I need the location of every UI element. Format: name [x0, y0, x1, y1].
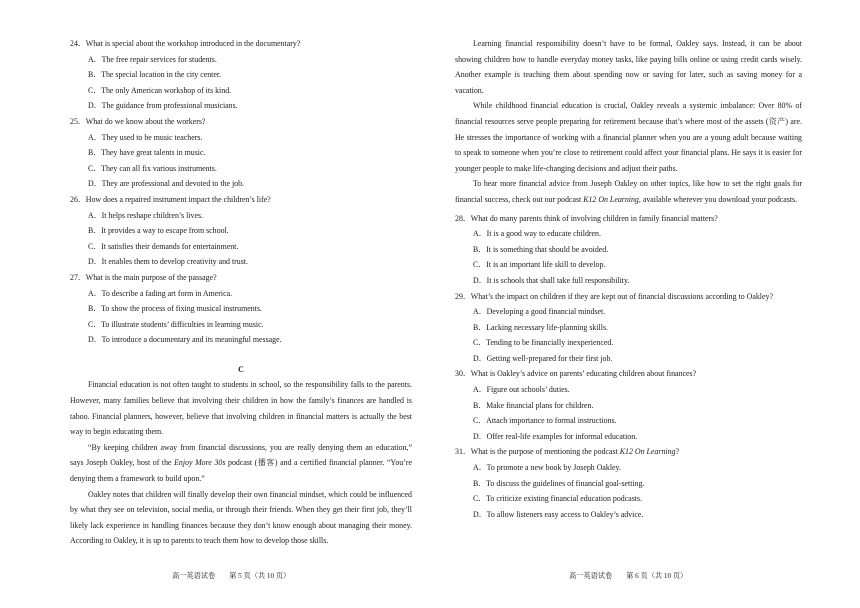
passage-paragraph-5: While childhood financial education is crucial, Oakley reveals a systemic imbalance: Over 80% of financial resources serve people preparing for retirement because that’s where most of the assets (资产) are. He stresses the importance of working with a financial planner when you are a young adult because waiting to speak to someone when you’re close to retirement could affect your financial plans. He says it is easier for younger people to make life-changing decisions and adjust their paths.	[455, 101, 802, 173]
option-b: B．It provides a way to escape from school.	[88, 226, 229, 236]
option-c: C．To criticize existing financial education podcasts.	[473, 494, 643, 504]
question-stem	[455, 444, 802, 460]
passage-paragraph-3: Oakley notes that children will finally develop their own financial mindset, which could be influenced by what they see on television, social media, or through their friends. When they get their first job, they’ll likely lack experience in handling finances because they don’t know enough about managing their money. According to Oakley, it is up to parents to teach them how to develop those skills.	[70, 489, 412, 546]
option-d: D．To introduce a documentary and its meaningful message.	[88, 335, 282, 345]
option-c: C．Tending to be financially inexperienced.	[473, 338, 614, 348]
footer-page-number: 第 5 页（共 10 页）	[229, 572, 291, 580]
option-d: D．They are professional and devoted to the job.	[88, 179, 245, 189]
stem-text: ?	[675, 447, 679, 457]
passage-paragraph-2	[70, 440, 412, 487]
question-25	[70, 114, 412, 192]
footer-exam-title: 高一英语试卷	[172, 572, 216, 580]
option-b: B．To show the process of fixing musical instruments.	[88, 304, 262, 314]
option-d: D．Getting well-prepared for their first job.	[473, 353, 613, 363]
option-d: D．The guidance from professional musicians.	[88, 101, 238, 111]
option-a: A．To promote a new book by Joseph Oakley.	[473, 463, 621, 473]
question-stem: 24．What is special about the workshop introduced in the documentary?	[70, 39, 301, 48]
option-a: A．It is a good way to educate children.	[473, 229, 601, 239]
option-a: A．Figure out schools’ duties.	[473, 385, 570, 395]
right-page	[455, 0, 802, 608]
question-stem: 25．What do we know about the workers?	[70, 116, 206, 126]
podcast-title: K12 On Learning	[619, 447, 676, 457]
question-stem: 30．What is Oakley’s advice on parents’ educating children about finances?	[455, 369, 697, 379]
left-page-content	[70, 36, 412, 549]
option-c: C．It satisfies their demands for entertainment.	[88, 241, 239, 251]
option-c: C．Attach importance to formal instructions.	[473, 416, 617, 426]
section-heading-c: C	[238, 364, 244, 374]
option-d: D．It enables them to develop creativity and trust.	[88, 257, 248, 267]
option-b: B．It is something that should be avoided.	[473, 244, 609, 254]
right-page-content	[455, 36, 802, 522]
footer-page-number: 第 6 页（共 10 页）	[626, 572, 688, 580]
option-a: A．The free repair services for students.	[88, 54, 217, 64]
question-stem: 26．How does a repaired instrument impact the children’s life?	[70, 194, 271, 204]
podcast-title: K12 On Learning	[583, 194, 639, 204]
option-d: D．It is schools that shall take full responsibility.	[473, 275, 630, 285]
left-page	[70, 0, 412, 608]
question-29	[455, 289, 802, 367]
option-b: B．They have great talents in music.	[88, 148, 206, 158]
option-c: C．They can all fix various instruments.	[88, 163, 217, 173]
page-footer	[172, 570, 290, 582]
passage-paragraph-4: Learning financial responsibility doesn’t have to be formal, Oakley says. Instead, it can be about showing children how to handle everyday money tasks, like paying bills online or using credit cards wisely. Another example is teaching them about spending now or saving for later, such as saving money for a vacation.	[455, 39, 802, 95]
option-a: A．It helps reshape children’s lives.	[88, 210, 204, 220]
paragraph-text: podcast (播客) and a certified financial planner. “You’re denying them a framework to build upon.”	[70, 458, 412, 484]
paragraph-text: , available wherever you download your podcasts.	[638, 194, 798, 204]
question-stem: 28．What do many parents think of involving children in family financial matters?	[455, 213, 718, 223]
podcast-title: Enjoy More 30s	[174, 458, 226, 468]
option-c: C．The only American workshop of its kind.	[88, 85, 232, 95]
question-27	[70, 270, 412, 348]
question-30	[455, 366, 802, 444]
option-a: A．To describe a fading art form in America.	[88, 288, 233, 298]
option-d: D．Offer real-life examples for informal education.	[473, 431, 638, 441]
stem-text: 31．What is the purpose of mentioning the podcast	[455, 447, 620, 457]
question-stem: 27．What is the main purpose of the passage?	[70, 272, 217, 282]
passage-paragraph-1: Financial education is not often taught to students in school, so the responsibility falls to the parents. However, many families believe that involving their children in how the family’s finances are handled is taboo. Financial planners, however, believe that involving children in financial matters is actually the best way to begin educating them.	[70, 380, 412, 437]
option-a: A．Developing a good financial mindset.	[473, 307, 606, 317]
paragraph-text: To hear more financial advice from Joseph Oakley on other topics, like how to set the right goals for financial success, check out our podcast	[455, 179, 802, 204]
option-a: A．They used to be music teachers.	[88, 132, 203, 142]
option-b: B．Lacking necessary life-planning skills.	[473, 322, 608, 332]
option-b: B．The special location in the city center.	[88, 70, 221, 80]
option-b: B．To discuss the guidelines of financial goal-setting.	[473, 478, 645, 488]
question-31	[455, 444, 802, 522]
question-26	[70, 192, 412, 270]
footer-exam-title: 高一英语试卷	[569, 572, 613, 580]
option-b: B．Make financial plans for children.	[473, 400, 594, 410]
option-d: D．To allow listeners easy access to Oakley’s advice.	[473, 509, 644, 519]
question-stem: 29．What’s the impact on children if they are kept out of financial discussions according to Oakley?	[455, 291, 773, 301]
option-c: C．To illustrate students’ difficulties in learning music.	[88, 319, 264, 329]
question-28	[455, 211, 802, 289]
paragraph-text: “By keeping children away from financial discussions, you are really denying them an education,” says Joseph Oakley, host of the	[70, 442, 412, 468]
option-c: C．It is an important life skill to develop.	[473, 260, 606, 270]
passage-paragraph-6	[455, 176, 802, 207]
page-footer	[569, 570, 687, 582]
question-24	[70, 36, 412, 114]
